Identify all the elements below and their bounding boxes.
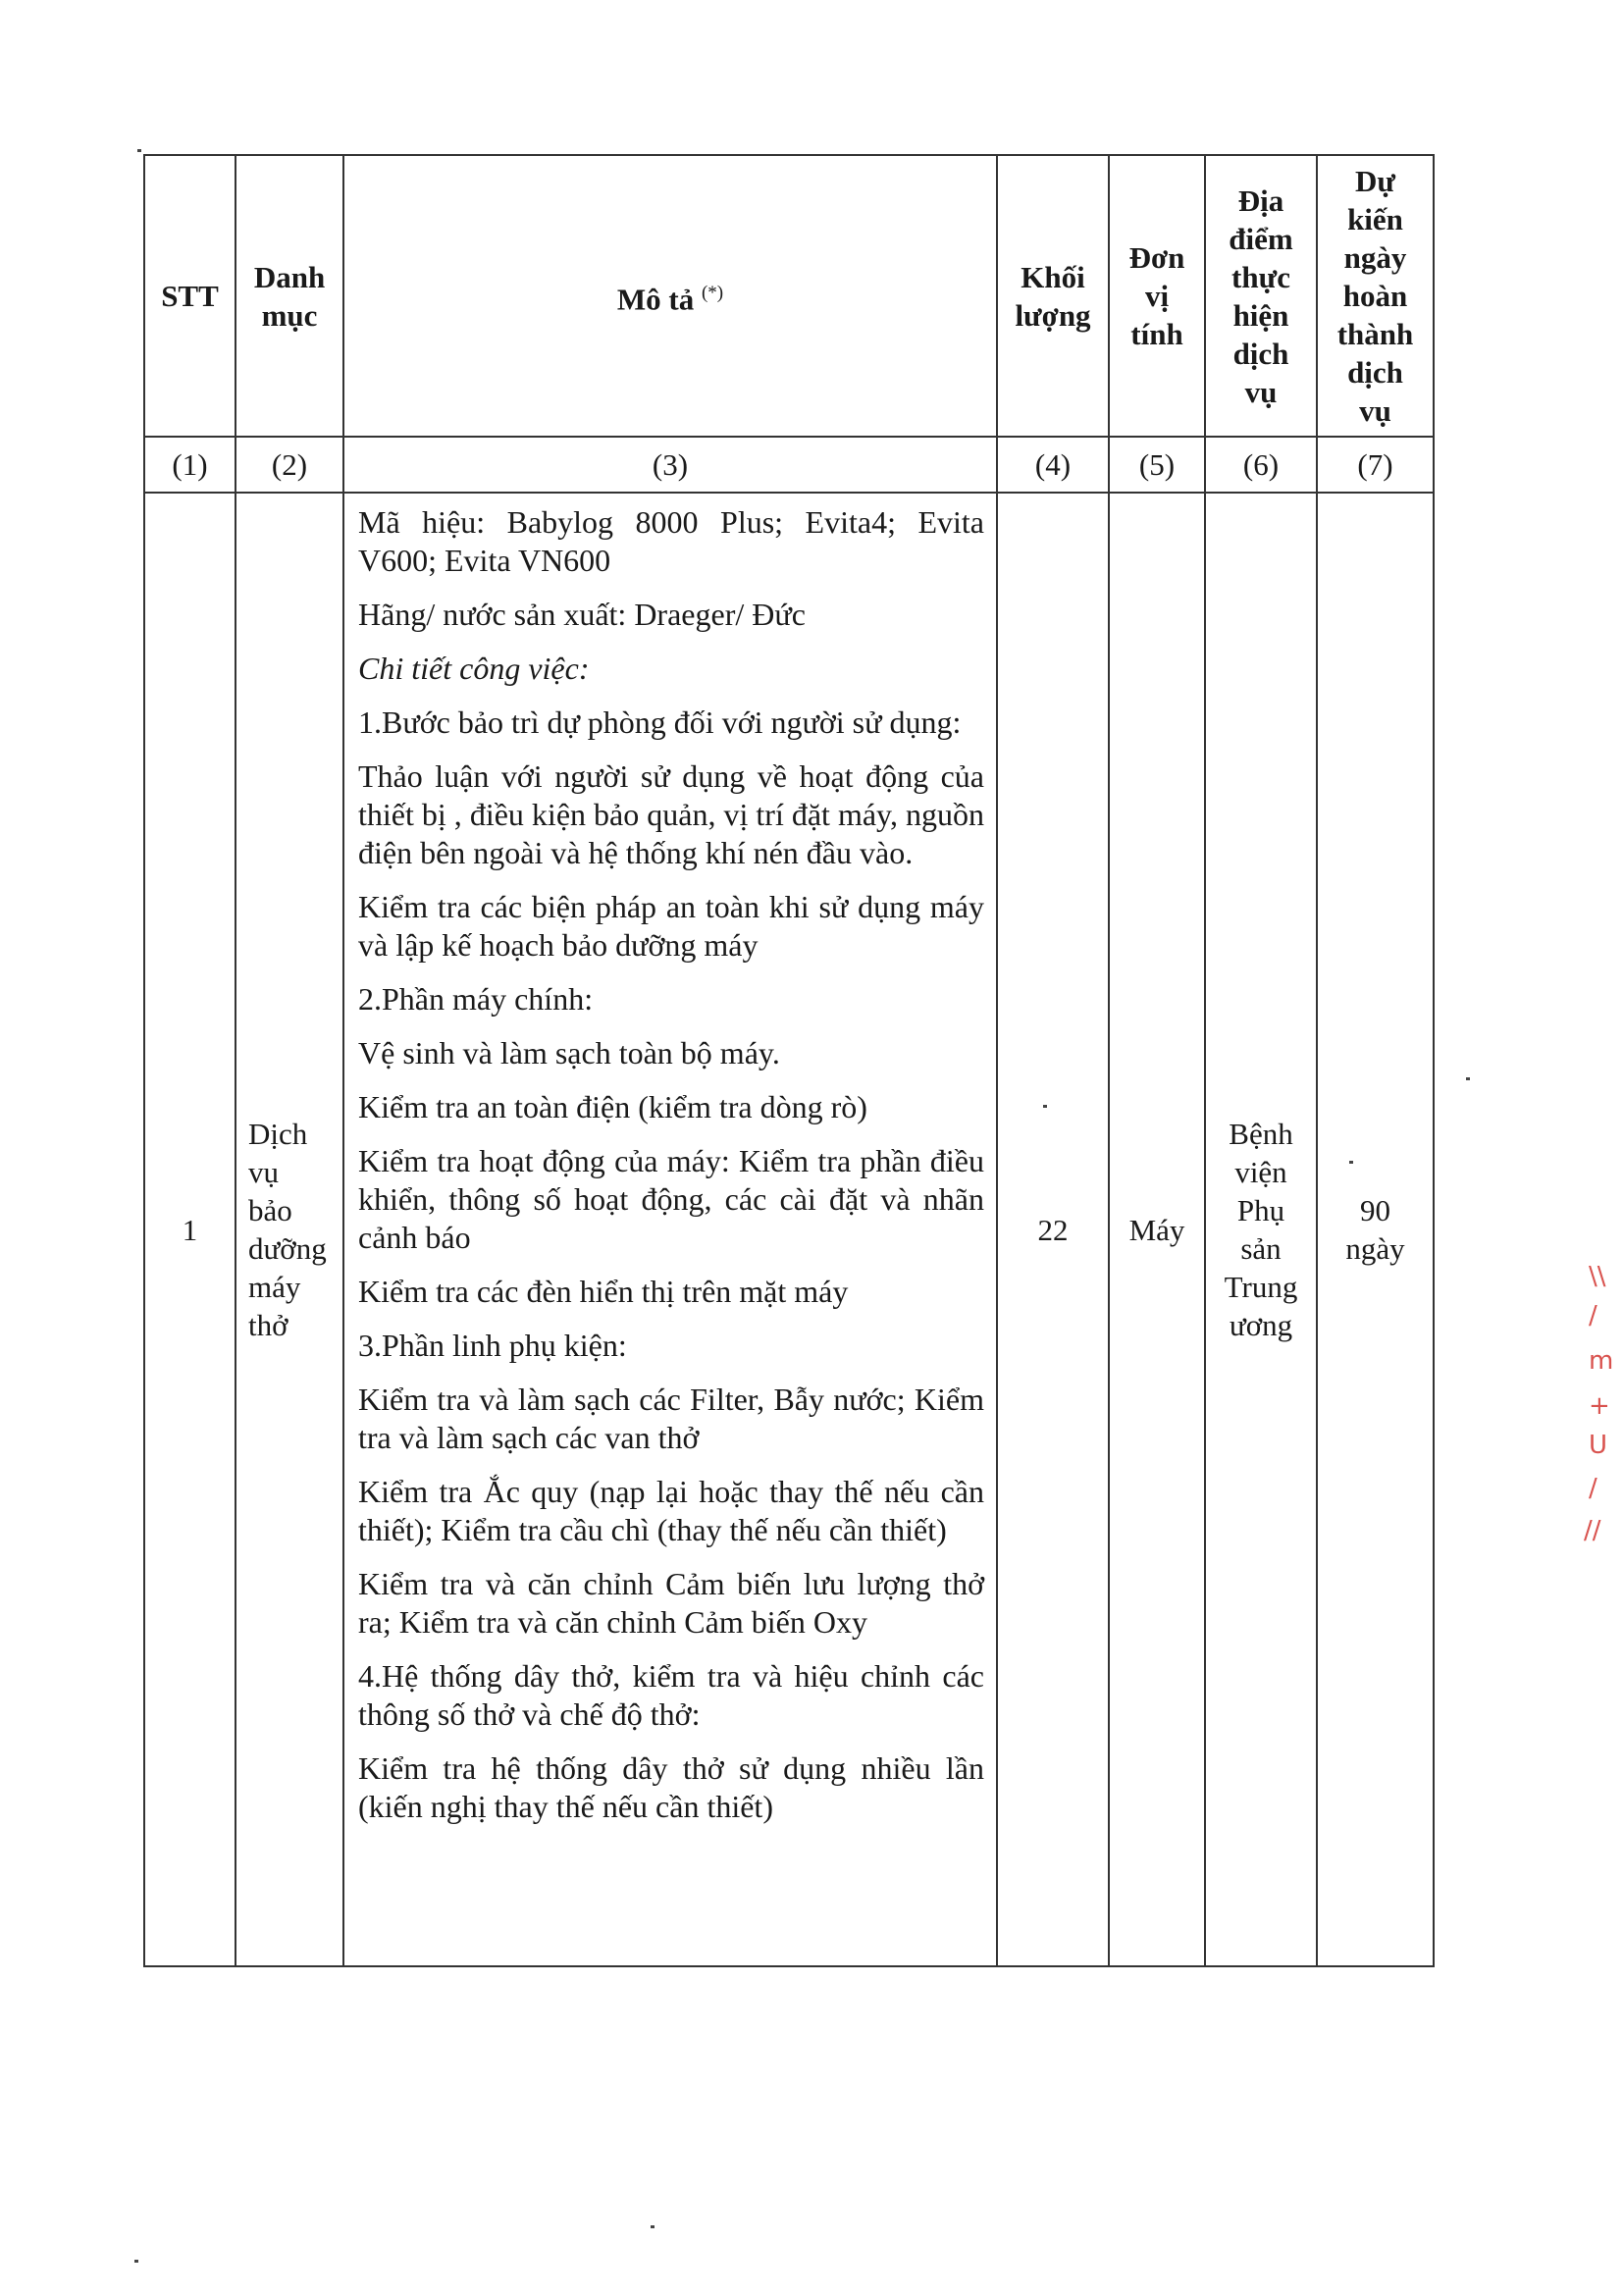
description-line: Kiểm tra và căn chỉnh Cảm biến lưu lượng thở ra; Kiểm tra và căn chỉnh Cảm biến Oxy bbox=[358, 1566, 984, 1640]
footnote-marker: (*) bbox=[701, 282, 724, 303]
scan-speck bbox=[651, 2225, 654, 2228]
quantity-cell: 22 bbox=[997, 493, 1109, 1966]
scan-speck bbox=[1349, 1161, 1353, 1164]
stamp-mark: + bbox=[1589, 1391, 1610, 1421]
stamp-mark: \\ bbox=[1589, 1262, 1606, 1291]
column-number: (4) bbox=[997, 437, 1109, 493]
header-row bbox=[144, 155, 1434, 437]
table-row bbox=[144, 493, 1434, 1966]
header-expected-days: Dự kiến ngày hoàn thành dịch vụ bbox=[1317, 155, 1434, 437]
description-line: 1.Bước bảo trì dự phòng đối với người sử dụng: bbox=[358, 704, 962, 740]
description-line: Kiểm tra Ắc quy (nạp lại hoặc thay thế nếu cần thiết); Kiểm tra cầu chì (thay thế nếu cần thiết) bbox=[358, 1474, 984, 1547]
expected-days-cell: 90 ngày bbox=[1317, 493, 1434, 1966]
location-cell: Bệnh viện Phụ sản Trung ương bbox=[1205, 493, 1317, 1966]
column-number: (1) bbox=[144, 437, 236, 493]
description-line: 2.Phần máy chính: bbox=[358, 981, 594, 1017]
description-line: Vệ sinh và làm sạch toàn bộ máy. bbox=[358, 1035, 780, 1070]
stamp-mark: / bbox=[1589, 1474, 1597, 1503]
header-category: Danh mục bbox=[236, 155, 343, 437]
header-location: Địa điểm thực hiện dịch vụ bbox=[1205, 155, 1317, 437]
stamp-mark: m bbox=[1589, 1346, 1614, 1376]
service-spec-table bbox=[143, 154, 1435, 1967]
header-description: Mô tả (*) bbox=[343, 155, 997, 437]
scan-speck bbox=[137, 149, 141, 152]
description-line: Kiểm tra hệ thống dây thở sử dụng nhiều lần (kiến nghị thay thế nếu cần thiết) bbox=[358, 1750, 984, 1824]
stamp-mark: // bbox=[1584, 1516, 1601, 1545]
column-number: (5) bbox=[1109, 437, 1205, 493]
description-cell bbox=[343, 493, 997, 1966]
stamp-mark: U bbox=[1589, 1431, 1608, 1460]
description-line: Kiểm tra hoạt động của máy: Kiểm tra phần điều khiển, thông số hoạt động, các cài đặt và nhãn cảnh báo bbox=[358, 1143, 984, 1255]
description-line: 4.Hệ thống dây thở, kiểm tra và hiệu chỉnh các thông số thở và chế độ thở: bbox=[358, 1658, 984, 1732]
description-line: 3.Phần linh phụ kiện: bbox=[358, 1328, 627, 1363]
description-line: Mã hiệu: Babylog 8000 Plus; Evita4; Evita V600; Evita VN600 bbox=[358, 504, 984, 578]
column-number: (6) bbox=[1205, 437, 1317, 493]
header-quantity: Khối lượng bbox=[997, 155, 1109, 437]
description-line: Thảo luận với người sử dụng về hoạt động của thiết bị , điều kiện bảo quản, vị trí đặt máy, nguồn điện bên ngoài và hệ thống khí nén đầu vào. bbox=[358, 758, 984, 870]
scan-speck bbox=[1043, 1105, 1047, 1108]
description-line: Kiểm tra an toàn điện (kiểm tra dòng rò) bbox=[358, 1089, 867, 1124]
description-line: Kiểm tra các biện pháp an toàn khi sử dụng máy và lập kế hoạch bảo dưỡng máy bbox=[358, 889, 984, 963]
scan-speck bbox=[134, 2260, 138, 2263]
description-line: Kiểm tra và làm sạch các Filter, Bẫy nước; Kiểm tra và làm sạch các van thở bbox=[358, 1382, 984, 1455]
stamp-mark: / bbox=[1589, 1301, 1597, 1331]
column-number: (3) bbox=[343, 437, 997, 493]
header-stt: STT bbox=[144, 155, 236, 437]
description-line: Kiểm tra các đèn hiển thị trên mặt máy bbox=[358, 1274, 849, 1309]
scan-speck bbox=[1466, 1077, 1470, 1080]
column-number-row bbox=[144, 437, 1434, 493]
category-cell: Dịch vụ bảo dưỡng máy thở bbox=[236, 493, 343, 1966]
unit-cell: Máy bbox=[1109, 493, 1205, 1966]
description-line: Hãng/ nước sản xuất: Draeger/ Đức bbox=[358, 597, 806, 632]
column-number: (2) bbox=[236, 437, 343, 493]
header-unit: Đơn vị tính bbox=[1109, 155, 1205, 437]
description-line: Chi tiết công việc: bbox=[358, 651, 590, 686]
row-number: 1 bbox=[144, 493, 236, 1966]
column-number: (7) bbox=[1317, 437, 1434, 493]
